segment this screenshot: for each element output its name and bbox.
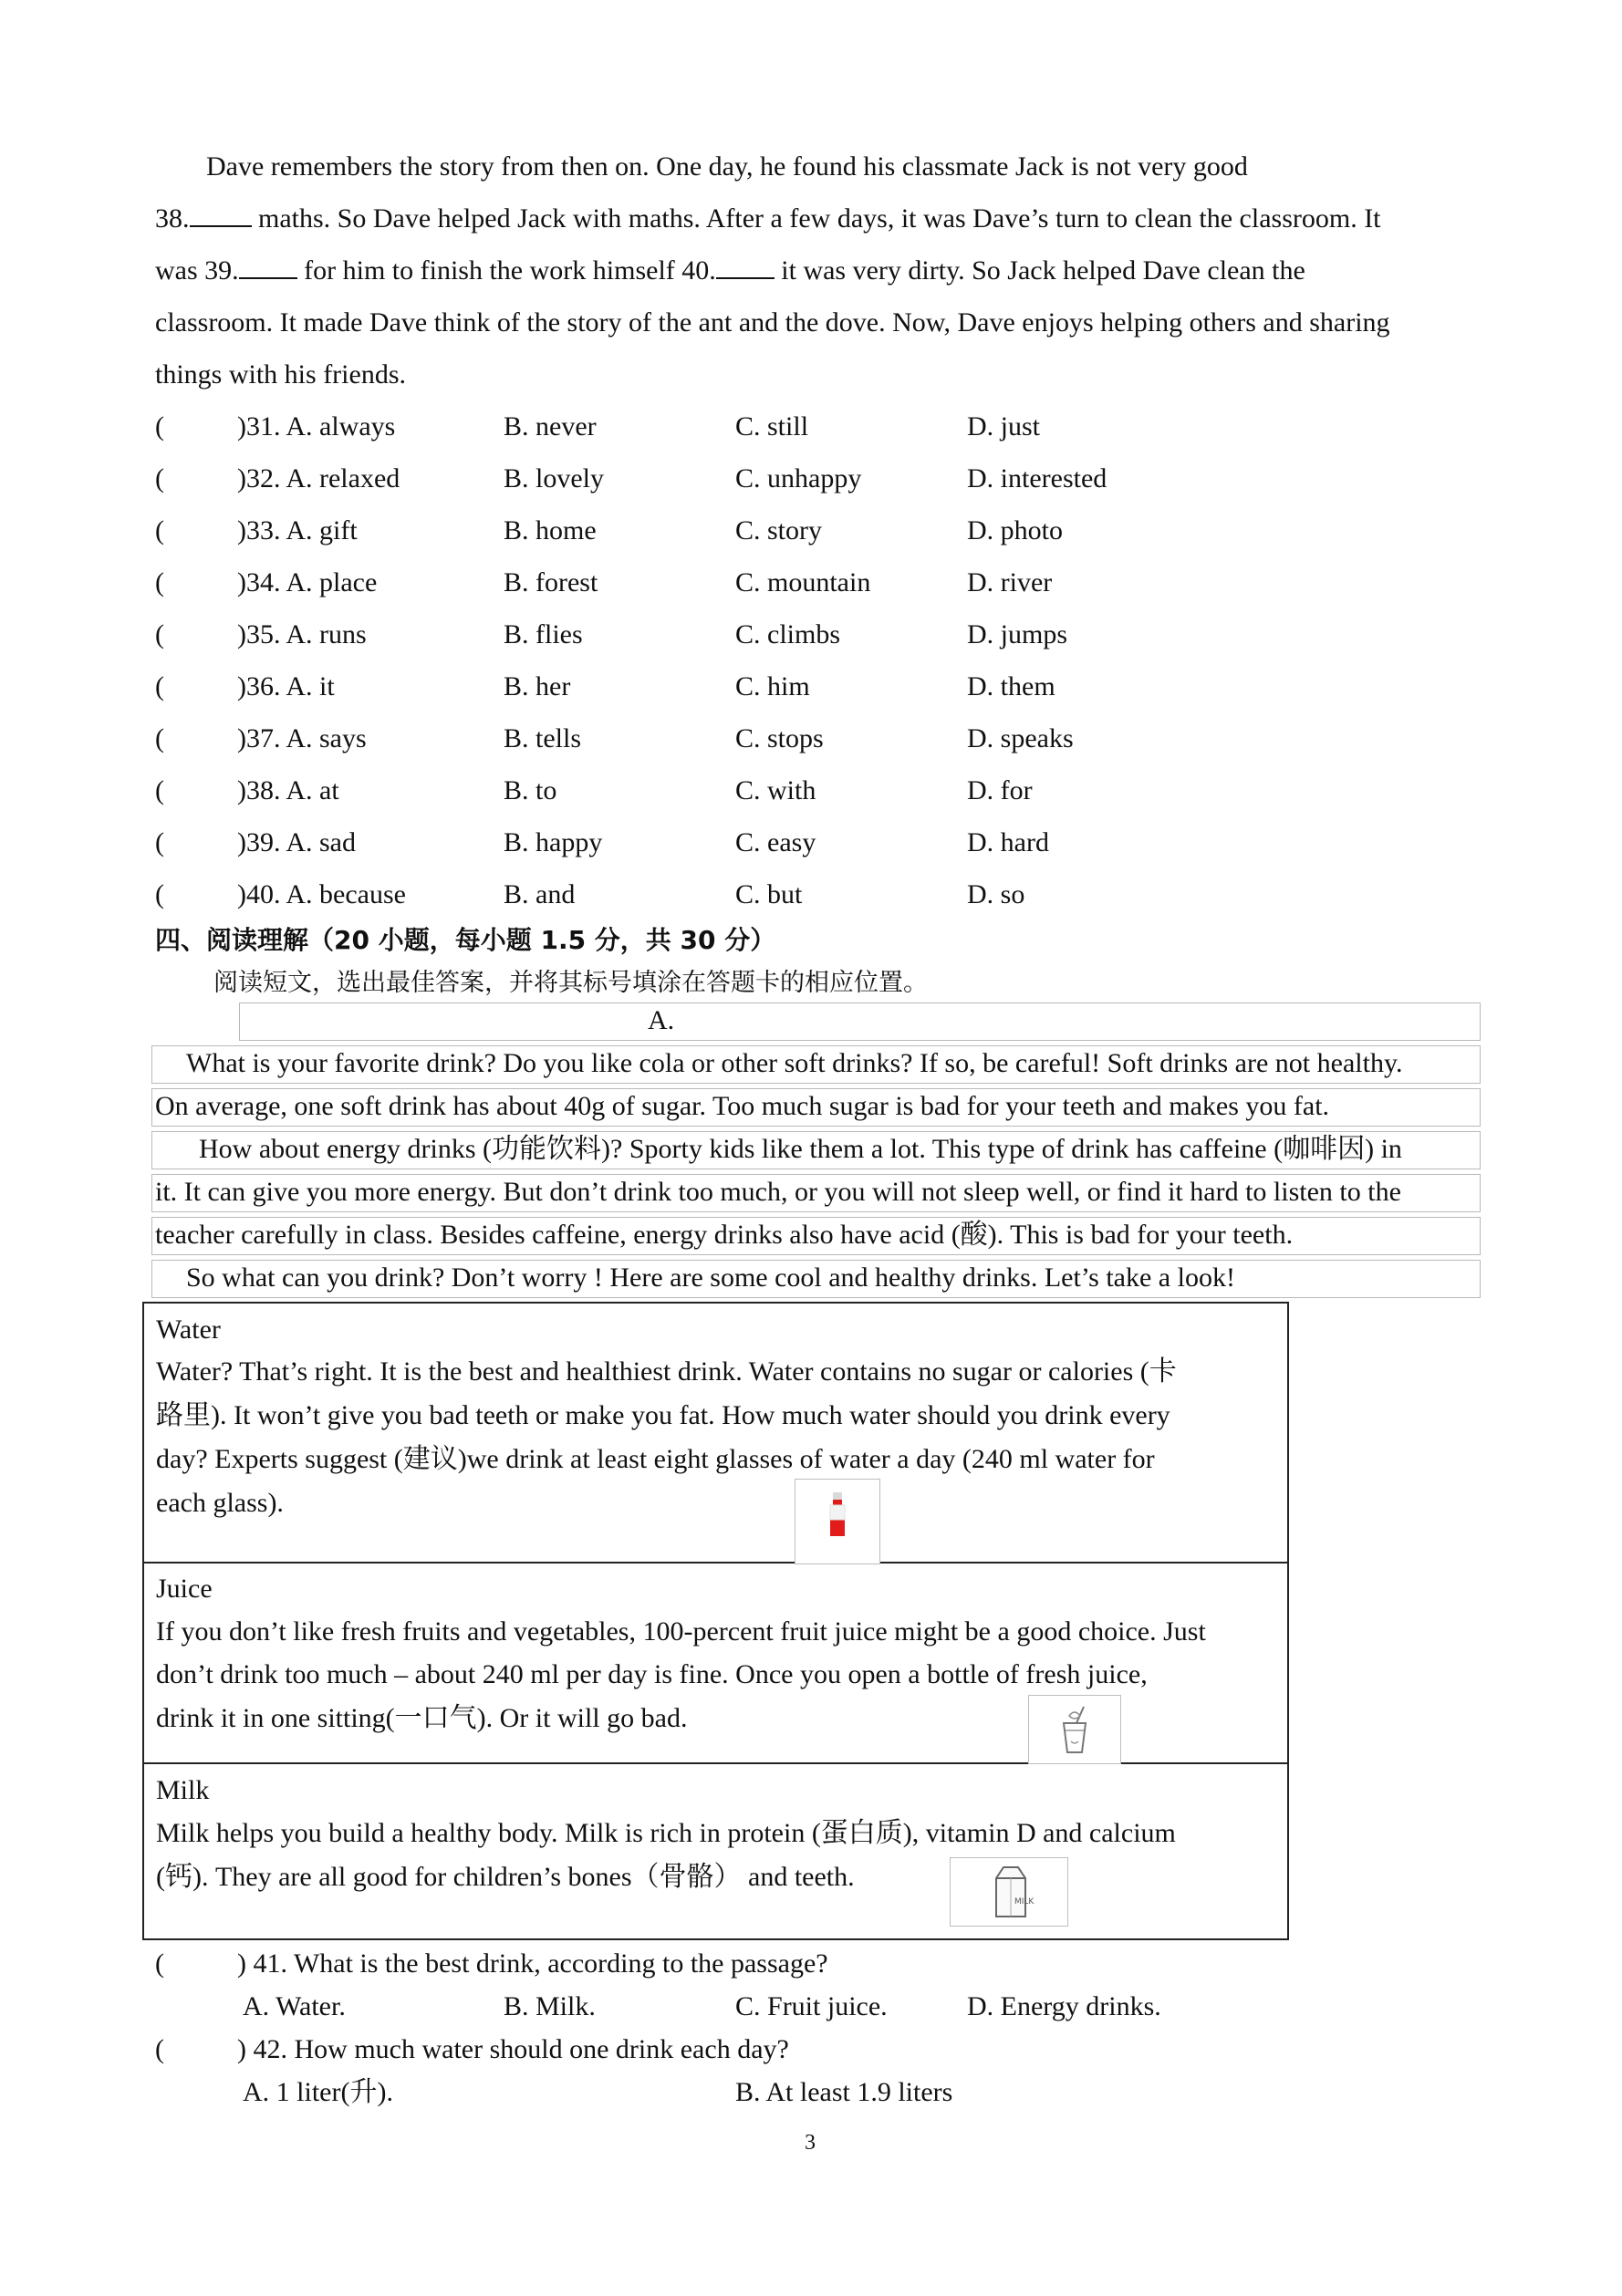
cloze-row <box>155 673 1250 704</box>
option-a: )36. A. it <box>237 671 335 701</box>
juice-line-3: drink it in one sitting(一口气). Or it will go bad. <box>156 1703 688 1733</box>
answer-paren: ( <box>155 671 164 701</box>
option-b: B. forest <box>504 567 598 597</box>
q41-option-d: D. Energy drinks. <box>967 1991 1161 2021</box>
story-line-4: classroom. It made Dave think of the story of the ant and the dove. Now, Dave enjoys helping others and sharing <box>155 307 1390 338</box>
answer-paren: ( <box>155 723 164 753</box>
option-b: B. and <box>504 879 576 909</box>
juice-cup-icon <box>1028 1695 1121 1764</box>
bottle-icon <box>795 1479 880 1564</box>
story-line-3 <box>155 257 1305 285</box>
juice-line-2: don’t drink too much – about 240 ml per day is fine. Once you open a bottle of fresh juice, <box>156 1659 1148 1689</box>
option-c: C. with <box>735 775 816 805</box>
q42-option-b: B. At least 1.9 liters <box>735 2077 953 2107</box>
cloze-row <box>155 621 1250 652</box>
option-d: D. jumps <box>967 619 1068 649</box>
option-d: D. just <box>967 411 1041 442</box>
q42-paren: ( <box>155 2034 164 2064</box>
option-b: B. home <box>504 515 597 545</box>
story-line-3-c: it was very dirty. So Jack helped Dave clean the <box>774 255 1305 286</box>
option-c: C. story <box>735 515 823 545</box>
option-b: B. lovely <box>504 463 604 493</box>
answer-paren: ( <box>155 619 164 649</box>
water-line-3: day? Experts suggest (建议)we drink at least eight glasses of water a day (240 ml water for <box>156 1444 1155 1474</box>
option-c: C. easy <box>735 827 816 857</box>
option-d: D. speaks <box>967 723 1074 753</box>
answer-paren: ( <box>155 567 164 597</box>
cloze-row <box>155 517 1250 548</box>
option-c: C. stops <box>735 723 824 753</box>
answer-paren: ( <box>155 879 164 909</box>
section-instruction: 阅读短文，选出最佳答案，并将其标号填涂在答题卡的相应位置。 <box>213 969 928 997</box>
passage-line-6: So what can you drink? Don’t worry ! Here are some cool and healthy drinks. Let’s take a look! <box>186 1262 1235 1293</box>
milk-line-1: Milk helps you build a healthy body. Milk is rich in protein (蛋白质), vitamin D and calcium <box>156 1818 1176 1848</box>
cloze-row <box>155 569 1250 600</box>
option-a: )38. A. at <box>237 775 339 805</box>
option-b: B. to <box>504 775 557 805</box>
answer-paren: ( <box>155 411 164 442</box>
option-d: D. so <box>967 879 1025 909</box>
section-heading: 四、阅读理解（20 小题，每小题 1.5 分，共 30 分） <box>155 925 776 955</box>
water-line-4: each glass). <box>156 1488 284 1518</box>
answer-blank-40 <box>716 257 775 279</box>
answer-blank-38 <box>190 205 252 227</box>
milk-carton-label: MILK <box>1014 1897 1035 1906</box>
passage-line-4: it. It can give you more energy. But don’t drink too much, or you will not sleep well, or find it hard to listen to the <box>155 1177 1401 1207</box>
option-d: D. photo <box>967 515 1063 545</box>
cloze-row <box>155 777 1250 808</box>
story-line-2 <box>155 205 1381 233</box>
option-a: )35. A. runs <box>237 619 367 649</box>
option-c: C. unhappy <box>735 463 862 493</box>
option-c: C. mountain <box>735 567 871 597</box>
answer-paren: ( <box>155 827 164 857</box>
passage-line-1: What is your favorite drink? Do you like cola or other soft drinks? If so, be careful! Soft drinks are not healthy. <box>186 1048 1403 1078</box>
answer-paren: ( <box>155 775 164 805</box>
q41-text: ) 41. What is the best drink, according to the passage? <box>237 1948 828 1979</box>
option-c: C. him <box>735 671 810 701</box>
story-line-2-a: 38. <box>155 203 190 234</box>
option-b: B. happy <box>504 827 603 857</box>
water-line-2: 路里). It won’t give you bad teeth or make you fat. How much water should you drink every <box>156 1400 1170 1430</box>
q41-option-a: A. Water. <box>243 1991 346 2021</box>
cloze-row <box>155 829 1250 860</box>
water-title: Water <box>156 1314 221 1345</box>
story-line-2-b: maths. So Dave helped Jack with maths. After a few days, it was Dave’s turn to clean the classroom. It <box>251 203 1381 234</box>
passage-line-2: On average, one soft drink has about 40g of sugar. Too much sugar is bad for your teeth and makes you fat. <box>155 1091 1330 1121</box>
option-a: )40. A. because <box>237 879 406 909</box>
option-a: )37. A. says <box>237 723 367 753</box>
q41-option-c: C. Fruit juice. <box>735 1991 888 2021</box>
cloze-row <box>155 881 1250 912</box>
option-c: C. but <box>735 879 803 909</box>
option-c: C. still <box>735 411 809 442</box>
juice-title: Juice <box>156 1574 213 1604</box>
option-b: B. tells <box>504 723 582 753</box>
answer-blank-39 <box>239 257 297 279</box>
cloze-row <box>155 465 1250 496</box>
passage-line-3: How about energy drinks (功能饮料)? Sporty kids like them a lot. This type of drink has caffeine (咖啡因) in <box>199 1134 1402 1164</box>
milk-line-2: (钙). They are all good for children’s bones（骨骼） and teeth. <box>156 1862 855 1892</box>
story-line-3-a: was 39. <box>155 255 239 286</box>
option-a: )31. A. always <box>237 411 396 442</box>
option-a: )34. A. place <box>237 567 378 597</box>
option-a: )32. A. relaxed <box>237 463 400 493</box>
page-number: 3 <box>805 2131 816 2155</box>
story-line-1: Dave remembers the story from then on. One day, he found his classmate Jack is not very good <box>206 151 1248 182</box>
q42-text: ) 42. How much water should one drink each day? <box>237 2034 789 2064</box>
option-b: B. flies <box>504 619 583 649</box>
option-d: D. interested <box>967 463 1107 493</box>
q41-option-b: B. Milk. <box>504 1991 596 2021</box>
option-c: C. climbs <box>735 619 841 649</box>
option-b: B. her <box>504 671 571 701</box>
passage-line-5: teacher carefully in class. Besides caffeine, energy drinks also have acid (酸). This is bad for your teeth. <box>155 1220 1294 1250</box>
cloze-row <box>155 413 1250 444</box>
milk-carton-icon <box>950 1857 1068 1927</box>
passage-label: A. <box>648 1005 675 1035</box>
option-d: D. for <box>967 775 1033 805</box>
answer-paren: ( <box>155 515 164 545</box>
q41-paren: ( <box>155 1948 164 1979</box>
table-divider <box>142 1562 1289 1564</box>
story-line-3-b: for him to finish the work himself 40. <box>296 255 716 286</box>
option-a: )39. A. sad <box>237 827 356 857</box>
option-a: )33. A. gift <box>237 515 358 545</box>
passage-label-box <box>239 1003 1481 1041</box>
juice-line-1: If you don’t like fresh fruits and vegetables, 100-percent fruit juice might be a good choice. Just <box>156 1616 1206 1647</box>
option-b: B. never <box>504 411 597 442</box>
cloze-row <box>155 725 1250 756</box>
water-line-1: Water? That’s right. It is the best and healthiest drink. Water contains no sugar or calories (卡 <box>156 1356 1177 1387</box>
option-d: D. hard <box>967 827 1049 857</box>
story-line-5: things with his friends. <box>155 359 406 390</box>
option-d: D. river <box>967 567 1053 597</box>
q42-option-a: A. 1 liter(升). <box>243 2077 393 2107</box>
answer-paren: ( <box>155 463 164 493</box>
milk-title: Milk <box>156 1775 210 1805</box>
option-d: D. them <box>967 671 1055 701</box>
